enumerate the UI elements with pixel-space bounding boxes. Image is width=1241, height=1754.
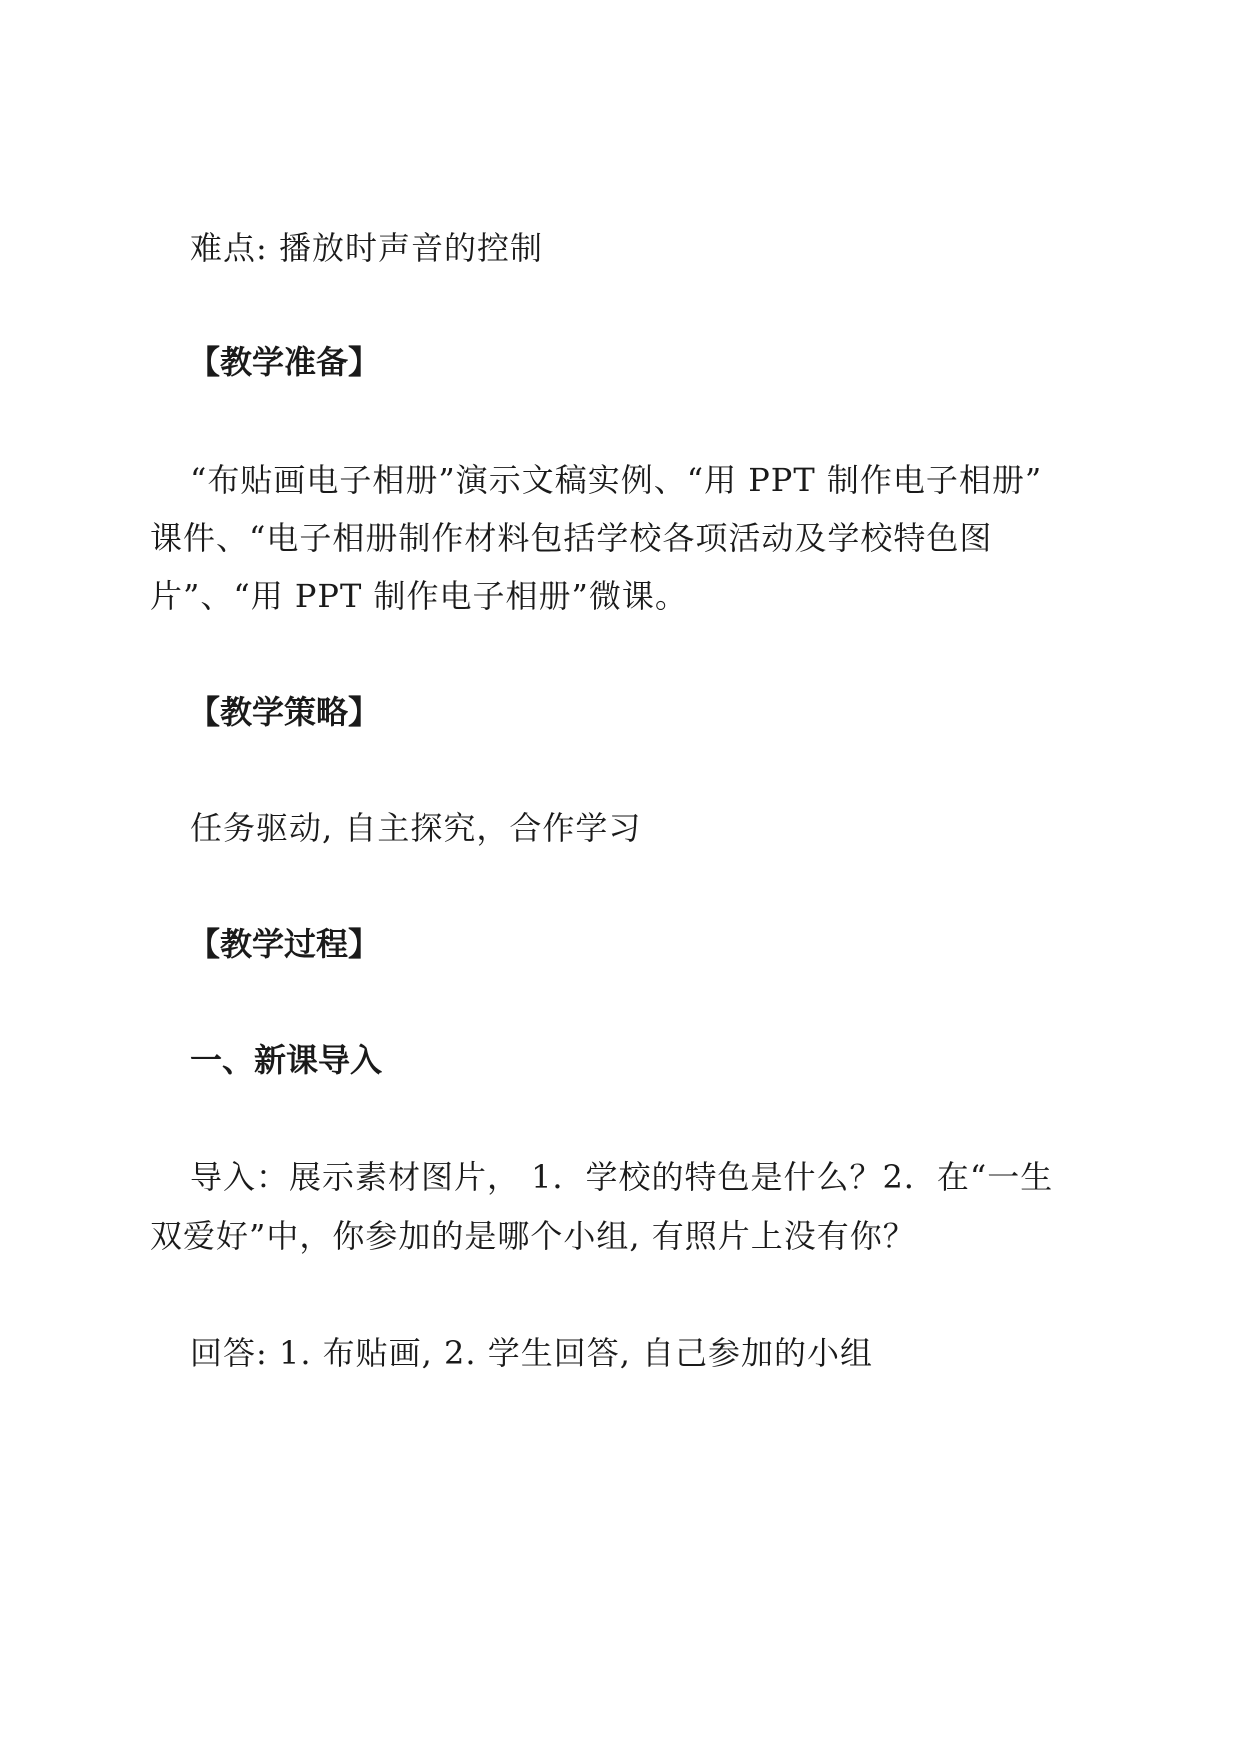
difficulty-line: 难点: 播放时声音的控制	[190, 229, 543, 267]
prep-line-3: 片”、“用 PPT 制作电子相册”微课。	[150, 577, 688, 615]
prep-line-1: “布贴画电子相册”演示文稿实例、“用 PPT 制作电子相册”	[190, 461, 1043, 499]
process-heading: 【教学过程】	[188, 925, 381, 963]
answer-line: 回答: 1. 布贴画, 2. 学生回答, 自己参加的小组	[190, 1334, 874, 1372]
section1-heading: 一、新课导入	[190, 1041, 383, 1079]
strategy-heading: 【教学策略】	[188, 693, 381, 731]
prep-line-2: 课件、“电子相册制作材料包括学校各项活动及学校特色图	[150, 519, 993, 557]
strategy-text: 任务驱动, 自主探究，合作学习	[190, 809, 642, 847]
intro-line-2: 双爱好”中，你参加的是哪个小组, 有照片上没有你？	[150, 1217, 916, 1255]
intro-line-1: 导入：展示素材图片， 1．学校的特色是什么？2．在“一生	[190, 1158, 1054, 1196]
prep-heading: 【教学准备】	[188, 343, 381, 381]
